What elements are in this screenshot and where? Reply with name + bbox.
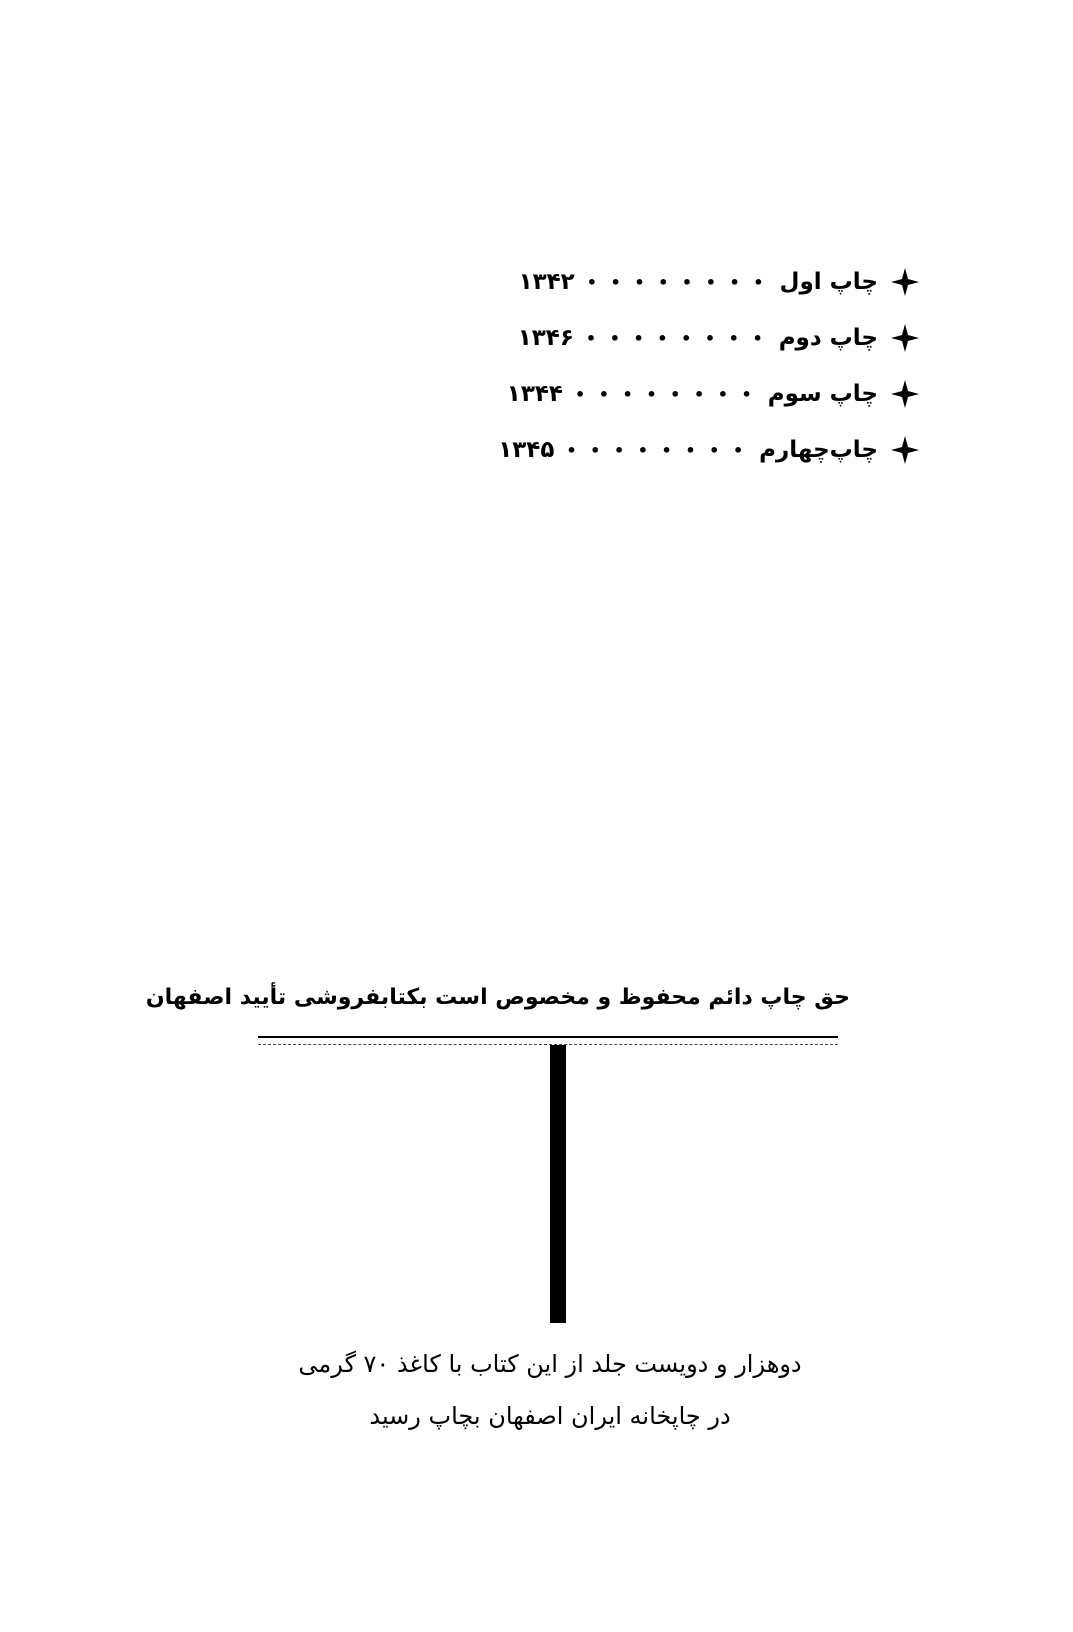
edition-row [498, 422, 920, 478]
vertical-bar-ornament [550, 1045, 566, 1323]
edition-year: ۱۳۴۶ [517, 325, 574, 351]
leader-dots: • • • • • • • • [574, 384, 756, 404]
edition-row [517, 310, 920, 366]
four-point-star-icon [890, 323, 920, 353]
edition-label: چاپ سوم [767, 381, 878, 407]
copyright-notice: حق چاپ دائم محفوظ و مخصوص است بکتابفروشی تأیید اصفهان [145, 985, 850, 1010]
edition-year: ۱۳۴۲ [518, 269, 575, 295]
edition-year: ۱۳۴۵ [498, 437, 555, 463]
edition-row [506, 366, 920, 422]
horizontal-rule [258, 1036, 838, 1045]
print-note-line-2: در چاپخانه ایران اصفهان بچاپ رسید [369, 1402, 731, 1430]
leader-dots: • • • • • • • • [566, 440, 748, 460]
edition-label: چاپ‌چهارم [759, 437, 878, 463]
four-point-star-icon [890, 435, 920, 465]
editions-list [498, 254, 920, 478]
leader-dots: • • • • • • • • [585, 328, 767, 348]
four-point-star-icon [890, 267, 920, 297]
edition-year: ۱۳۴۴ [506, 381, 563, 407]
print-note-line-1: دوهزار و دویست جلد از این کتاب با کاغذ ۷۰ گرمی [298, 1350, 802, 1378]
edition-label: چاپ دوم [778, 325, 878, 351]
edition-label: چاپ اول [779, 269, 878, 295]
leader-dots: • • • • • • • • [586, 272, 768, 292]
edition-row [520, 254, 920, 310]
four-point-star-icon [890, 379, 920, 409]
